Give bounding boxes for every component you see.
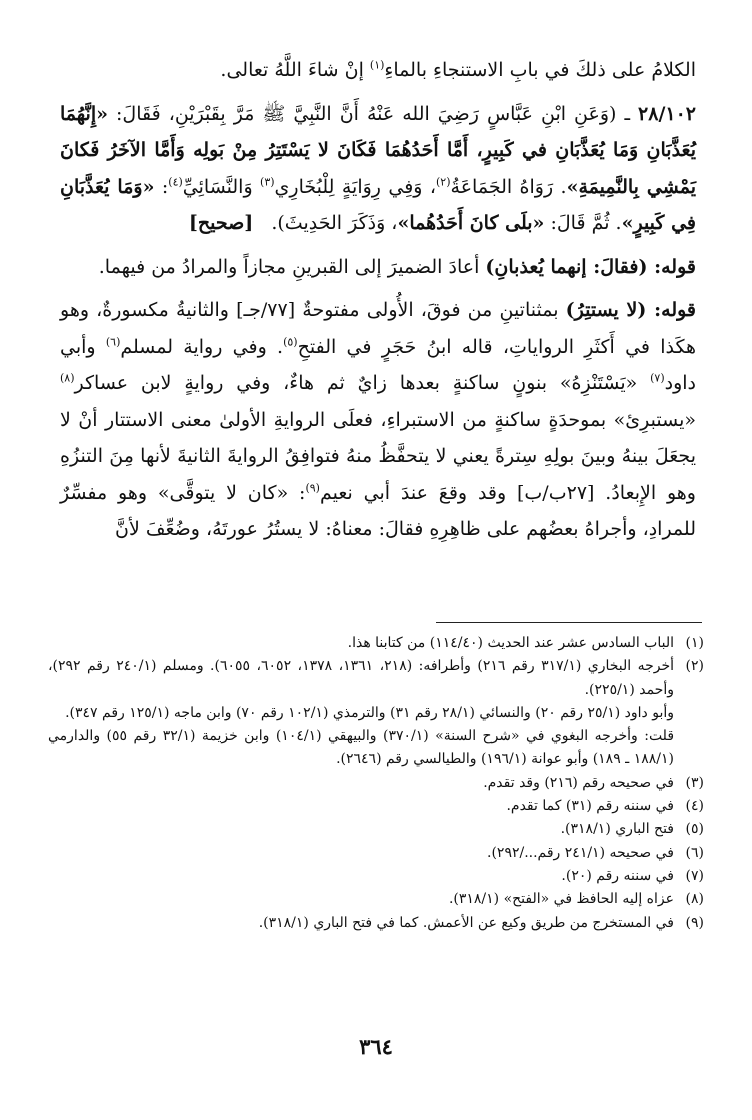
footnote-number: (٥) [685, 821, 704, 838]
footnote-2 [48, 655, 704, 702]
hadith-quote-3: «بلَى كانَ أَحَدُهُما» [397, 212, 545, 234]
footnote-ref: (٣) [260, 175, 275, 189]
hadith-paragraph [60, 96, 696, 242]
footnote-ref: (٩) [305, 481, 320, 495]
footnote-ref: (٧) [650, 371, 665, 385]
footnote-2-cont-a [48, 702, 704, 725]
commentary-paragraph-1 [60, 249, 696, 286]
footnote-number: (٩) [685, 914, 704, 931]
footnote-text: فتح الباري (٣١٨/١). [560, 821, 674, 838]
footnote-text: في صحيحه رقم (٢١٦) وقد تقدم. [483, 774, 674, 791]
intro-text: الكلامُ على ذلكَ في بابِ الاستنجاءِ بالماءِ [384, 59, 696, 81]
footnote-text: عزاه إليه الحافظ في «الفتح» (٣١٨/١). [448, 891, 674, 908]
footnote-text: وأبو داود (٢٥/١ رقم ٢٠) والنسائي (٢٨/١ رقم ٣١) والترمذي (١٠٢/١ رقم ٧٠) وابن ماجه (١٢٥/١ رقم ٣٤٧). [65, 704, 674, 721]
commentary-text: أعادَ الضميرَ إلى القبرينِ مجازاً والمرادُ من فيهما. [98, 255, 486, 278]
commentary-text: بمثناتينِ من فوقَ، الأُولى مفتوحةٌ [٧٧/جـ] والثانيةُ مكسورةٌ، وهو هكَذا في أَكثَرِ الرواياتِ، قاله ابنُ حَجَرٍ في الفتحِ [60, 299, 697, 358]
commentary-lead: قوله: (لا يستتِرُ) [565, 299, 697, 321]
footnote-text: قلت: وأخرجه البغوي في «شرح السنة» (٣٧٠/١) والبيهقي (١٠٤/١) وابن خزيمة (٣٢/١ رقم ٥٥) والدارمي (١٨٨/١ ـ ١٨٩) وأبو عوانة (١٩٦/١) والطيالسي رقم (٢٦٤٦). [48, 728, 675, 768]
footnote-text: في المستخرج من طريق وكيع عن الأعمش. كما في فتح الباري (٣١٨/١). [258, 914, 674, 931]
footnote-2-cont-b [48, 725, 704, 772]
footnote-number: (٤) [685, 798, 704, 815]
footnote-number: (٨) [685, 891, 704, 908]
hadith-quote-2: «وَمَا يُعَذَّبَانِ فِي كَبِيرٍ» [60, 175, 696, 234]
footnotes [48, 632, 704, 935]
footnote-text: في سننه رقم (٣١) كما تقدم. [506, 798, 674, 815]
footnote-separator [436, 622, 702, 623]
footnote-ref: (٨) [60, 371, 75, 385]
hadith-grade: [صحيح] [188, 212, 254, 234]
hadith-matn: «إِنَّهُمَا يُعَذَّبَانِ وَمَا يُعَذَّبَانِ في كَبِيرٍ، أَمَّا أَحَدُهُمَا فَكَانَ لا يَسْتَتِرُ مِنْ بَولِه وَأَمَّا الآخَرُ فَكانَ يَمْشِي بِالنَّمِيمَةِ» [60, 102, 696, 198]
commentary-text: . وفي رواية لمسلم [120, 335, 284, 358]
commentary-text: «يستبرِئ» بموحدَةٍ ساكنةٍ من الاستبراءِ، فعلَى الروايةِ الأولىٰ معنى الاستتار أنْ لا يجعَلَ بينهُ وبينَ بولِهِ سِترةً يعني لا يتحفَّظُ منهُ فتوافِقُ الروايةَ الثانيةَ لأنها مِنَ التنزُهِ وهو الإِبعادُ. [٢٧ب/ب] وقد وقعَ عندَ أبي نعيم [60, 408, 696, 504]
footnote-ref: (٦) [105, 335, 121, 349]
page-number: ٣٦٤ [359, 1034, 393, 1059]
commentary-paragraph-2 [60, 292, 696, 548]
footnote-text: في صحيحه (٢٤١/١ رقم.../٢٩٢). [487, 844, 674, 861]
hadith-riwaya: ، وَفِي رِوَايَةٍ لِلْبُخَارِي [274, 175, 436, 198]
footnote-text: الباب السادس عشر عند الحديث (١١٤/٤٠) من كتابنا هذا. [347, 635, 674, 651]
hadith-nasai: وَالنَّسَائِيِّ [182, 175, 261, 198]
commentary-text: وأبي داود [60, 335, 696, 394]
intro-tail: إنْ شاءَ اللَّهُ تعالى. [220, 59, 370, 81]
footnote-4 [48, 795, 704, 818]
footnote-7 [48, 865, 704, 888]
footnote-number: (١) [685, 635, 704, 651]
footnote-ref: (٤) [168, 175, 183, 189]
footnote-ref: (١) [369, 58, 385, 72]
commentary-text: «يَسْتَنْزِهُ» بنونٍ ساكنةٍ بعدها زايٌ ثم هاءٌ، وفي روايةٍ لابن عساكر [74, 372, 651, 394]
footnote-number: (٧) [685, 867, 704, 884]
commentary-text: : «كان لا يتوقَّى» وهو مفسِّرٌ للمرادِ، وأجراهُ بعضُهم على ظاهِرِهِ فقالَ: معناهُ: لا يستُرُ عورتَهُ، وضُعِّفَ لأنَّ [60, 481, 696, 540]
footnote-number: (٢) [685, 658, 704, 675]
hadith-number: ٢٨/١٠٢ [638, 102, 696, 125]
hadith-thumma: . ثُمَّ قَالَ: [544, 212, 622, 234]
hadith-isnad: ـ (وَعَنِ ابْنِ عَبَّاسٍ رَضِيَ الله عَنْهُ أَنَّ النَّبِيَّ ﷺ مَرَّ بِقَبْرَيْنِ، فَقَالَ: [107, 102, 639, 125]
footnote-9 [48, 912, 704, 935]
footnote-ref: (٢) [436, 175, 451, 189]
footnote-number: (٣) [685, 774, 704, 791]
hadith-takhrij: . رَوَاهُ الجَمَاعَةُ [450, 175, 567, 198]
hadith-colon: : [154, 175, 169, 198]
main-text [60, 52, 696, 548]
footnote-1 [48, 632, 704, 655]
footnote-text: في سننه رقم (٢٠). [561, 867, 674, 884]
footnote-8 [48, 888, 704, 911]
footnote-6 [48, 842, 704, 865]
footnote-3 [48, 772, 704, 795]
footnote-number: (٦) [685, 844, 704, 861]
paragraph-intro [60, 52, 696, 89]
footnote-text: أخرجه البخاري (٣١٧/١ رقم ٢١٦) وأطرافه: (٢١٨، ١٣٦١، ١٣٧٨، ٦٠٥٢، ٦٠٥٥). ومسلم (٢٤٠/١ رقم ٢٩٢)، وأحمد (٢٢٥/١). [48, 658, 675, 698]
hadith-tail: ، وَذَكَرَ الحَدِيثَ). [271, 212, 398, 234]
footnote-5 [48, 818, 704, 841]
commentary-lead: قوله: (فقالَ: إنهما يُعذبانِ) [485, 255, 696, 278]
footnote-ref: (٥) [283, 335, 298, 349]
